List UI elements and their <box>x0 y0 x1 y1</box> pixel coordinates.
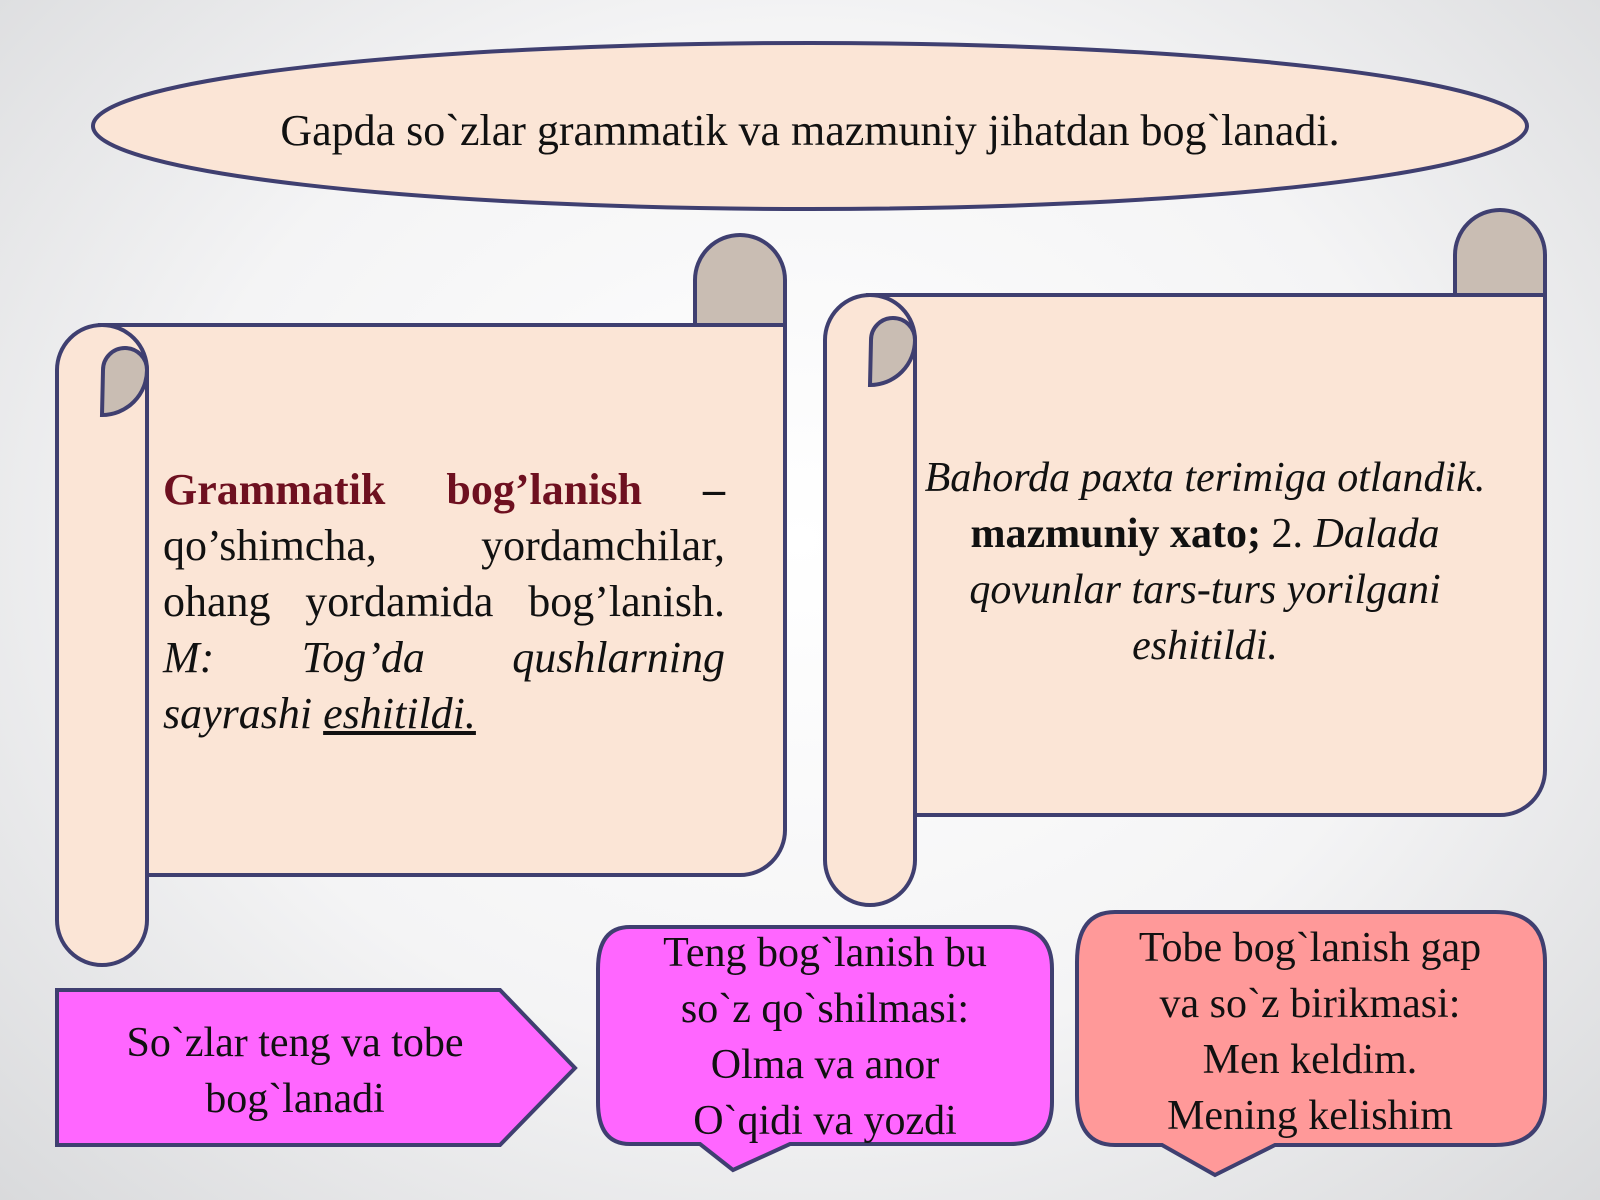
title-text: Gapda so`zlar grammatik va mazmuniy jihatdan bog`lanadi. <box>280 106 1340 155</box>
teng-line: so`z qo`shilmasi: <box>680 986 970 1032</box>
tobe-line: Tobe bog`lanish gap <box>1138 925 1482 971</box>
left-scroll-roll <box>57 325 147 965</box>
left-scroll-text <box>163 462 725 742</box>
teng-line: O`qidi va yozdi <box>693 1098 957 1144</box>
tobe-line: va so`z birikmasi: <box>1159 981 1461 1027</box>
tobe-line: Mening kelishim <box>1167 1093 1453 1139</box>
right-scroll-top-curl <box>1455 210 1545 295</box>
left-scroll-top-curl <box>695 235 785 325</box>
grammatik-definition: qo’shimcha, yordamchilar, ohang yordamida bog’lanish. <box>163 521 725 626</box>
teng-callout-text <box>600 925 1050 1149</box>
teng-line: Teng bog`lanish bu <box>663 930 987 976</box>
mazmuniy-number: 2. <box>1271 511 1303 557</box>
grammatik-example-underlined: eshitildi. <box>323 689 476 738</box>
arrow-box-text: So`zlar teng va tobe bog`lanadi <box>126 1020 464 1122</box>
tobe-line: Men keldim. <box>1202 1037 1418 1083</box>
mazmuniy-example-1: Bahorda paxta terimiga otlandik. <box>924 455 1486 501</box>
term-dash: – <box>703 465 726 514</box>
grammatik-term: Grammatik bog’lanish <box>163 465 643 514</box>
tobe-callout-text <box>1080 920 1540 1144</box>
mazmuniy-label: mazmuniy xato; <box>970 511 1261 557</box>
mazmuniy-example-2: Dalada qovunlar tars-turs yorilgani eshitildi. <box>969 511 1441 669</box>
teng-line: Olma va anor <box>710 1042 940 1088</box>
grammatik-example: M: Tog’da qushlarning sayrashi <box>163 633 725 738</box>
right-scroll-text <box>920 450 1490 674</box>
